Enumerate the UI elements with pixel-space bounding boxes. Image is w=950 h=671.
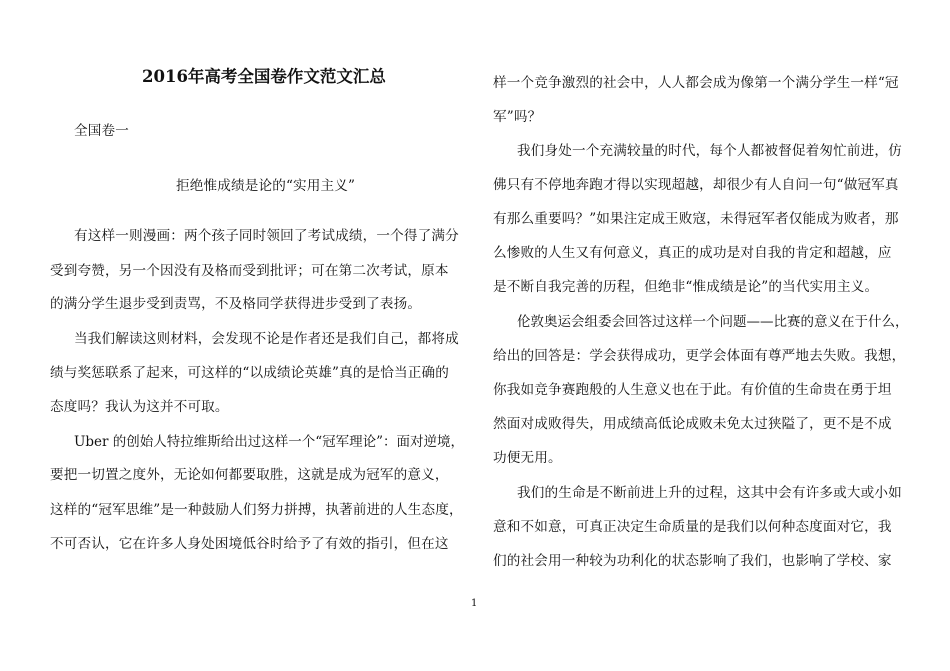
paragraph-line: 不可否认，它在许多人身处困境低谷时给予了有效的指引，但在这 <box>50 536 449 552</box>
paragraph-line: 样一个竞争激烈的社会中，人人都会成为像第一个满分学生一样“冠 <box>493 75 899 91</box>
paragraph-line: 我们身处一个充满较量的时代，每个人都被督促着匆忙前进，仿 <box>517 143 902 159</box>
essay-title: 拒绝惟成绩是论的“实用主义” <box>176 178 356 194</box>
paragraph-line: 伦敦奥运会组委会回答过这样一个问题——比赛的意义在于什么， <box>517 314 909 330</box>
paragraph-line: 给出的回答是：学会获得成功，更学会体面有尊严地去失败。我想， <box>493 348 906 364</box>
paragraph-line: 态度吗？我认为这并不可取。 <box>50 399 229 415</box>
paragraph-line: 佛只有不停地奔跑才得以实现超越，却很少有人自问一句“做冠军真 <box>493 177 899 193</box>
paragraph-line: 意和不如意，可真正决定生命质量的是我们以何种态度面对它，我 <box>493 519 892 535</box>
paragraph-line: 受到夸赞，另一个因没有及格而受到批评；可在第二次考试，原本 <box>50 263 449 279</box>
paragraph-line: 绩与奖惩联系了起来，可这样的“以成绩论英雄”真的是恰当正确的 <box>50 365 450 381</box>
paragraph-line: 的满分学生退步受到责骂，不及格同学获得进步受到了表扬。 <box>50 296 422 312</box>
document-title: 2016年高考全国卷作文范文汇总 <box>142 67 386 86</box>
paragraph-line: 有这样一则漫画：两个孩子同时领回了考试成绩，一个得了满分 <box>74 228 459 244</box>
right-column <box>493 0 911 600</box>
paragraph-line: 然面对成败得失，用成绩高低论成败未免太过狭隘了，更不是不成 <box>493 416 892 432</box>
paragraph-line: 这样的“冠军思维”是一种鼓励人们努力拼搏，执著前进的人生态度， <box>50 502 463 518</box>
paragraph-line: 你我如竞争赛跑般的人生意义也在于此。有价值的生命贵在勇于坦 <box>493 382 892 398</box>
paragraph-line: 们的社会用一种较为功利化的状态影响了我们，也影响了学校、家 <box>493 553 892 569</box>
paragraph-line: 有那么重要吗？”如果注定成王败寇，未得冠军者仅能成为败者，那 <box>493 211 899 227</box>
paragraph-line: 军”吗？ <box>493 109 542 125</box>
paragraph-line: Uber 的创始人特拉维斯给出过这样一个“冠军理论”：面对逆境， <box>74 434 465 450</box>
left-column <box>50 0 470 600</box>
paragraph-line: 功便无用。 <box>493 450 562 466</box>
paragraph-line: 要把一切置之度外，无论如何都要取胜，这就是成为冠军的意义， <box>50 467 449 483</box>
paragraph-line: 当我们解读这则材料，会发现不论是作者还是我们自己，都将成 <box>74 331 459 347</box>
section-label: 全国卷一 <box>74 123 129 139</box>
page-number: 1 <box>471 598 478 609</box>
paragraph-line: 么惨败的人生又有何意义，真正的成功是对自我的肯定和超越，应 <box>493 245 892 261</box>
paragraph-line: 是不断自我完善的历程，但绝非“惟成绩是论”的当代实用主义。 <box>493 279 879 295</box>
paragraph-line: 我们的生命是不断前进上升的过程，这其中会有许多或大或小如 <box>517 485 902 501</box>
